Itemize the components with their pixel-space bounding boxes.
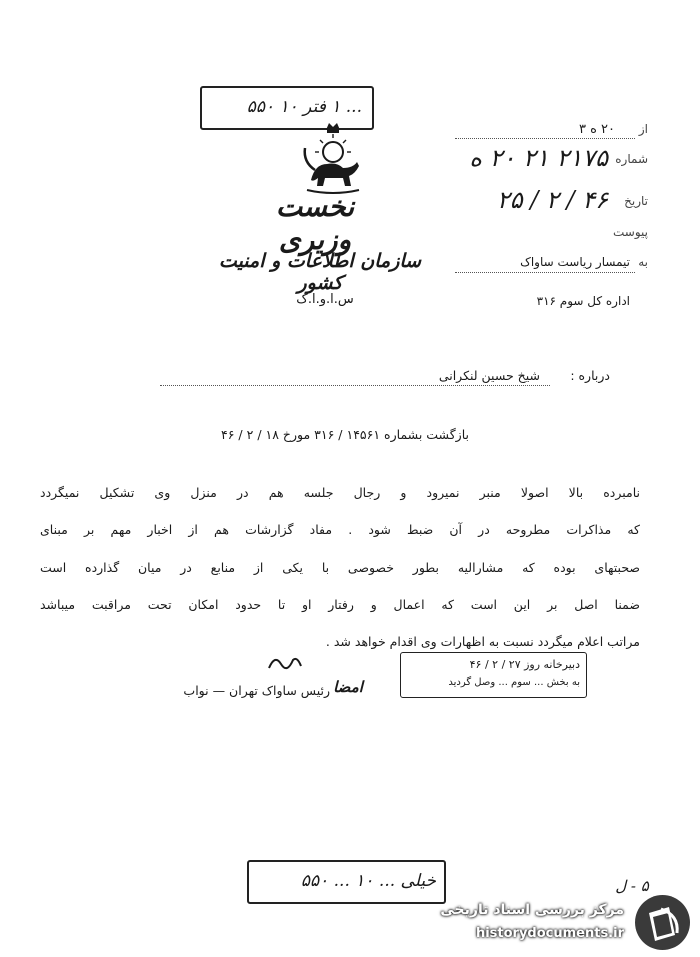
document-center-logo-icon — [635, 895, 690, 950]
signature-title: رئیس ساواک تهران — نواب — [183, 683, 330, 698]
from-dotted-line — [455, 138, 635, 139]
department: اداره کل سوم ۳۱۶ — [536, 294, 630, 308]
subject-dotted-line — [160, 385, 550, 386]
recipient-label: به — [638, 255, 648, 269]
lion-and-sun-icon — [293, 118, 373, 198]
body-line-2: که مذاکرات مطروحه در آن ضبط شود . مفاد گزارشات هم از اخبار مهم بر مبنای — [40, 522, 640, 537]
watermark-logo — [635, 895, 690, 950]
signature-scribble-icon — [265, 652, 305, 674]
receipt-stamp — [400, 652, 587, 698]
watermark-title: مرکز بررسی اسناد تاریخی — [440, 902, 624, 918]
attachment-label: پیوست — [613, 225, 648, 239]
recipient-dotted-line — [455, 272, 635, 273]
recipient-value: تیمسار ریاست ساواک — [520, 255, 630, 269]
number-label: شماره — [615, 152, 648, 166]
reference-line: بازگشت بشماره ۱۴۵۶۱ / ۳۱۶ مورخ ۱۸ / ۲ / ۴۶ — [221, 427, 469, 442]
signature-word: امضا — [333, 678, 363, 696]
body-line-5: مراتب اعلام میگردد نسبت به اظهارات وی اقدام خواهد شد . — [325, 634, 640, 649]
body-line-3: صحبتهای بوده که مشارالیه بطور خصوصی با یکی از منابع در میان گذارده است — [40, 560, 640, 575]
from-label: از — [638, 122, 648, 136]
ministry-title: نخست وزیری — [275, 190, 355, 256]
body-line-1: نامبرده بالا اصولا منبر نمیرود و رجال جلسه هم در منزل وی تشکیل نمیگردد — [40, 485, 640, 500]
watermark — [438, 890, 700, 957]
margin-note: ۵ - ل — [615, 877, 649, 895]
from-value: ۲۰ ه ۳ — [578, 122, 615, 137]
bottom-stamp — [247, 860, 446, 904]
subject-label: درباره : — [570, 368, 610, 383]
subject-value: شیخ حسین لنکرانی — [438, 368, 540, 383]
top-stamp-text: ... ۱ فتر ۱۰ ۵۵۰ — [246, 97, 362, 117]
body-line-4: ضمنا اصل بر این است که اعمال و رفتار او تا حدود امکان تحت مراقبت میباشد — [40, 597, 640, 612]
receipt-stamp-line2: به بخش ... سوم ... وصل گردید — [448, 677, 580, 688]
date-label: تاریخ — [624, 194, 648, 208]
signature-mark — [265, 652, 305, 674]
date-value: ۲۵ / ۲ / ۴۶ — [496, 186, 608, 214]
bottom-stamp-text: خیلی ... ۱۰ ... ۵۵۰ — [300, 871, 436, 891]
watermark-url: historydocuments.ir — [475, 926, 624, 941]
number-value: ۲۱۷۵ ۲۱ ۲۰ ه — [469, 144, 608, 172]
lion-and-sun-emblem — [293, 118, 373, 198]
organization-title: سازمان اطلاعات و امنیت کشور — [218, 250, 422, 294]
organization-code: س.ا.و.ا.ک — [296, 292, 354, 307]
receipt-stamp-line1: دبیرخانه روز ۲۷ / ۲ / ۴۶ — [469, 658, 580, 671]
